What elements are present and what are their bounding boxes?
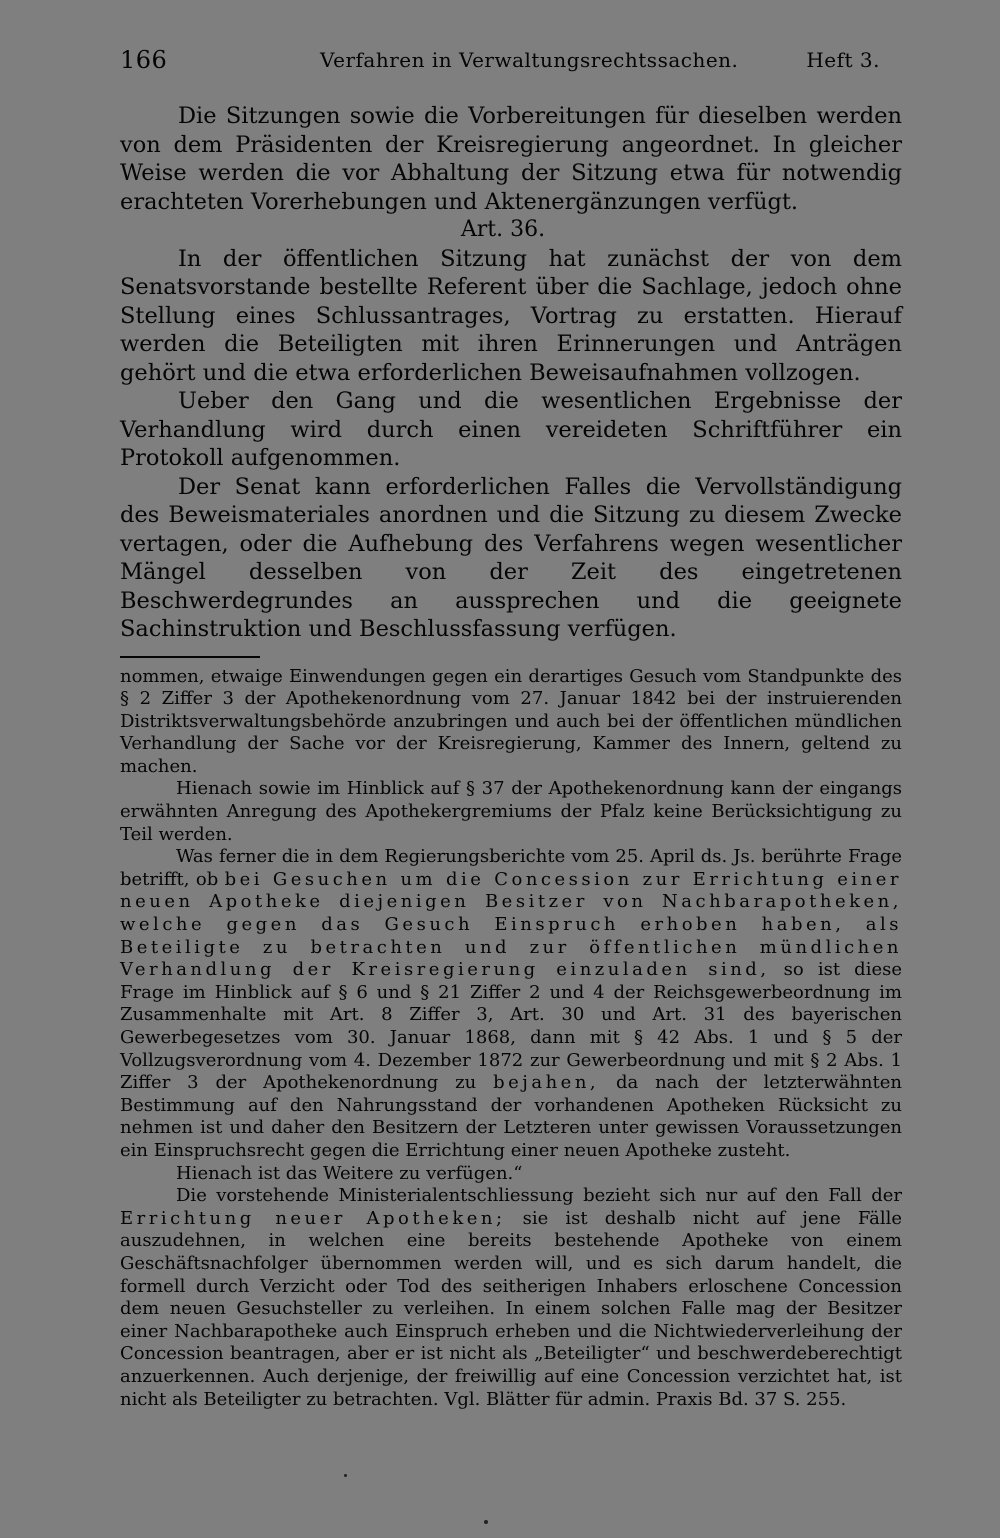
footnote-paragraph-objections: nommen, etwaige Einwendungen gegen ein derartiges Gesuch vom Standpunkte des § 2 Ziffer 3 der Apothekenordnung vom 27. Januar 1842 bei der instruierenden Distriktsverwaltungsbehörde anzubringen und auch bei der öffentlichen mündlichen Verhandlung der Sache vor der Kreisregierung, Kammer des Innern, geltend zu machen.	[120, 665, 902, 777]
ink-speck	[344, 1474, 347, 1477]
footnote	[120, 666, 902, 1412]
footnote-text: Was ferner die in dem Regierungsberichte vom 25. April ds. Js. berührte Frage betrifft, ob	[120, 846, 902, 890]
paragraph-protocol: Ueber den Gang und die wesentlichen Ergebnisse der Verhandlung wird durch einen vereideten Schriftführer ein Protokoll aufgenommen.	[120, 388, 902, 471]
footnote-paragraph-question	[120, 846, 902, 1162]
footnote-paragraph-consideration: Hienach sowie im Hinblick auf § 37 der Apothekenordnung kann der eingangs erwähnten Anregung des Apothekergremiums der Pfalz keine Berücksichtigung zu Teil werden.	[120, 778, 902, 845]
article-heading: Art. 36.	[460, 217, 546, 242]
paragraph-senate: Der Senat kann erforderlichen Falles die Vervollständigung des Beweismateriales anordnen und die Sitzung zu diesem Zwecke vertagen, oder die Aufhebung des Verfahrens wegen wesentlicher Mängel desselben von der Zeit des eingetretenen Beschwerdegrundes an aussprechen und die geeignete Sachinstruktion und Beschlussfassung verfügen.	[120, 473, 902, 642]
footnote-divider	[120, 656, 260, 658]
ink-speck	[484, 1520, 488, 1524]
main-text	[120, 102, 902, 644]
emphasized-text: Errichtung neuer Apotheken;	[120, 1207, 506, 1229]
issue-number: Heft 3.	[806, 48, 880, 72]
footnote-text: so ist diese Frage im Hinblick auf § 6 und § 21 Ziffer 2 und 4 der Reichsgewerbeordnung im Zusammenhalte mit Art. 8 Ziffer 3, Art. 30 und Art. 31 des bayerischen Gewerbegesetzes vom 30. Januar 1868, dann mit § 42 Abs. 1 und § 5 der Vollzugsverordnung vom 4. Dezember 1872 zur Gewerbeordnung und mit § 2 Abs. 1 Ziffer 3 der Apothekenordnung zu	[120, 959, 902, 1094]
footnote-text: Die vorstehende Ministerialentschliessung bezieht sich nur auf den Fall der	[176, 1185, 902, 1207]
running-title: Verfahren in Verwaltungsrechtssachen.	[320, 48, 739, 72]
paragraph-public-session: In der öffentlichen Sitzung hat zunächst der von dem Senatsvorstande bestellte Referent über die Sachlage, jedoch ohne Stellung eines Schlussantrages, Vortrag zu erstatten. Hierauf werden die Beteiligten mit ihren Erinnerungen und Anträgen gehört und die etwa erforderlichen Beweisaufnahmen vollzogen.	[120, 245, 902, 386]
footnote-paragraph-closing: Hienach ist das Weitere zu verfügen.“	[176, 1162, 523, 1184]
page-number: 166	[120, 46, 168, 74]
emphasized-text: bei Gesuchen um die Concession zur Errichtung einer neuen Apotheke diejenigen Besitzer von Nachbarapotheken, welche gegen das Gesuch Einspruch erhoben haben, als Beteiligte zu betrachten und zur öffentlichen mündlichen Verhandlung der Kreisregierung einzuladen sind,	[120, 868, 902, 981]
footnote-paragraph-note	[120, 1185, 902, 1411]
emphasized-text: bejahen,	[493, 1072, 600, 1094]
page	[120, 40, 902, 1411]
footnote-text: da nach der letzterwähnten Bestimmung auf den Nahrungsstand der vorhandenen Apotheken Rücksicht zu nehmen ist und daher den Besitzern der Letzteren unter gewissen Voraussetzungen ein Einspruchsrecht gegen die Errichtung einer neuen Apotheke zusteht.	[120, 1072, 902, 1161]
running-header	[120, 40, 902, 80]
footnote-text: sie ist deshalb nicht auf jene Fälle auszudehnen, in welchen eine bereits bestehende Apotheke von einem Geschäftsnachfolger übernommen werden will, und es sich darum handelt, die formell durch Verzicht oder Tod des seitherigen Inhabers erloschene Concession dem neuen Gesuchsteller zu verleihen. In einem solchen Falle mag der Besitzer einer Nachbarapotheke auch Einspruch erheben und die Nichtwiederverleihung der Concession beantragen, aber er ist nicht als „Beteiligter“ und beschwerdeberechtigt anzuerkennen. Auch derjenige, der freiwillig auf eine Concession verzichtet hat, ist nicht als Beteiligter zu betrachten. Vgl. Blätter für admin. Praxis Bd. 37 S. 255.	[120, 1207, 902, 1410]
paragraph-sessions: Die Sitzungen sowie die Vorbereitungen für dieselben werden von dem Präsidenten der Kreisregierung angeordnet. In gleicher Weise werden die vor Abhaltung der Sitzung etwa für notwendig erachteten Vorerhebungen und Aktenergänzungen verfügt.	[120, 103, 902, 215]
